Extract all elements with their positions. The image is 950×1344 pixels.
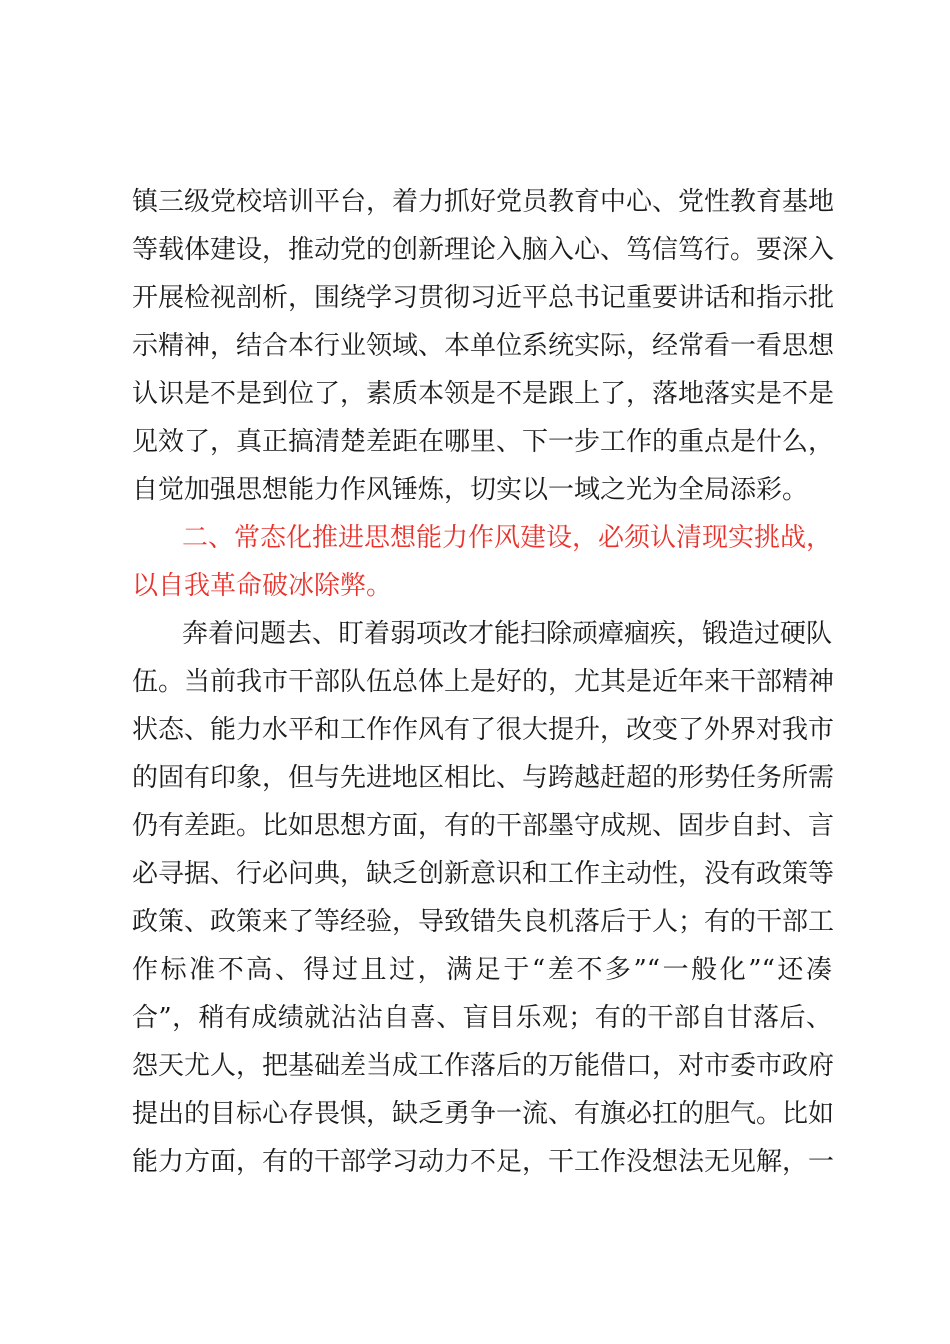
paragraph-1-line-2: 等载体建设，推动党的创新理论入脑入心、笃信笃行。要深入 xyxy=(132,235,835,265)
paragraph-2-line-4: 的固有印象，但与先进地区相比、与跨越赶超的形势任务所需 xyxy=(132,763,835,793)
paragraph-2-line-8: 作标准不高、得过且过，满足于“差不多”“一般化”“还凑 xyxy=(132,955,832,985)
paragraph-1-line-4: 示精神，结合本行业领域、本单位系统实际，经常看一看思想 xyxy=(132,331,835,361)
paragraph-1-line-6: 见效了，真正搞清楚差距在哪里、下一步工作的重点是什么， xyxy=(132,427,835,457)
paragraph-2-line-9: 合”，稍有成绩就沾沾自喜、盲目乐观；有的干部自甘落后、 xyxy=(132,1003,832,1033)
paragraph-2-line-2: 伍。当前我市干部队伍总体上是好的，尤其是近年来干部精神 xyxy=(132,667,835,697)
paragraph-2-line-3: 状态、能力水平和工作作风有了很大提升，改变了外界对我市 xyxy=(132,715,835,745)
section-heading-line-2: 以自我革命破冰除弊。 xyxy=(132,571,393,601)
paragraph-2-line-7: 政策、政策来了等经验，导致错失良机落后于人；有的干部工 xyxy=(132,907,835,937)
paragraph-1-line-1: 镇三级党校培训平台，着力抓好党员教育中心、党性教育基地 xyxy=(132,187,835,217)
paragraph-1-line-5: 认识是不是到位了，素质本领是不是跟上了，落地落实是不是 xyxy=(132,379,835,409)
paragraph-2-line-11: 提出的目标心存畏惧，缺乏勇争一流、有旗必扛的胆气。比如 xyxy=(132,1099,835,1129)
paragraph-2-line-1: 奔着问题去、盯着弱项改才能扫除顽瘴痼疾，锻造过硬队 xyxy=(182,619,833,649)
paragraph-1-line-3: 开展检视剖析，围绕学习贯彻习近平总书记重要讲话和指示批 xyxy=(132,283,835,313)
section-heading-line-1: 二、常态化推进思想能力作风建设，必须认清现实挑战， xyxy=(182,523,833,553)
paragraph-2-line-10: 怨天尤人，把基础差当成工作落后的万能借口，对市委市政府 xyxy=(132,1051,835,1081)
paragraph-2-line-5: 仍有差距。比如思想方面，有的干部墨守成规、固步自封、言 xyxy=(132,811,835,841)
paragraph-2-line-12: 能力方面，有的干部学习动力不足，干工作没想法无见解，一 xyxy=(132,1147,835,1177)
paragraph-2-line-6: 必寻据、行必问典，缺乏创新意识和工作主动性，没有政策等 xyxy=(132,859,835,889)
paragraph-1-line-7: 自觉加强思想能力作风锤炼，切实以一域之光为全局添彩。 xyxy=(132,475,809,505)
